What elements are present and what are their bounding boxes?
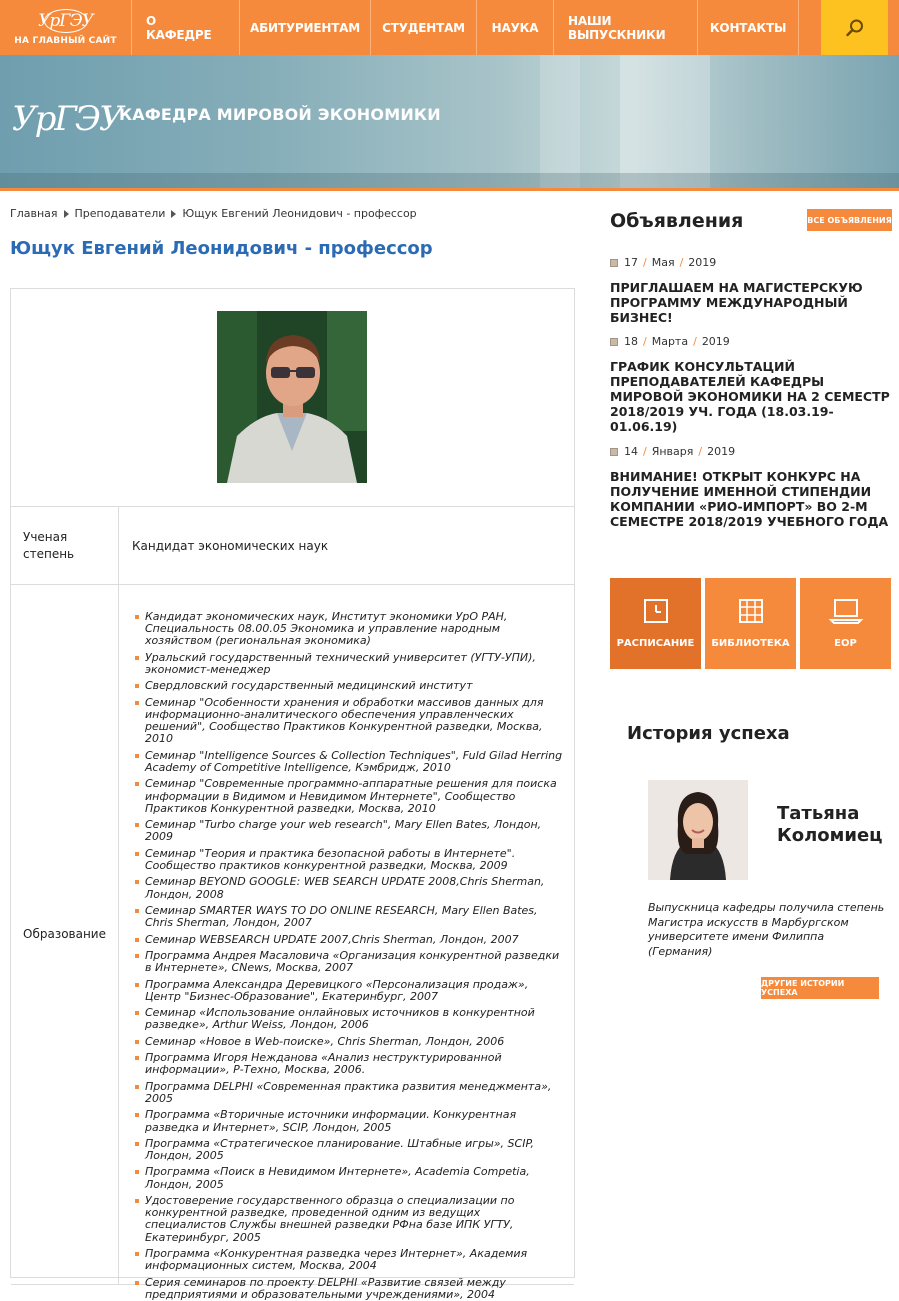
date-separator: / xyxy=(643,445,647,458)
date-day: 18 xyxy=(624,335,638,348)
date-year: 2019 xyxy=(688,256,717,269)
date-day: 17 xyxy=(624,256,638,269)
date-year: 2019 xyxy=(707,445,736,458)
date-year: 2019 xyxy=(701,335,730,348)
banner-decoration xyxy=(620,55,710,191)
announcement-item xyxy=(610,256,890,325)
education-row xyxy=(11,585,574,1301)
education-item: Программа «Вторичные источники информации. Конкурентная разведка и Интернет», SCIP, Лондон, 2005 xyxy=(133,1109,564,1133)
breadcrumb-home[interactable]: Главная xyxy=(10,207,58,220)
tile-label: БИБЛИОТЕКА xyxy=(711,638,790,649)
breadcrumb xyxy=(10,207,417,220)
all-announcements-button[interactable]: ВСЕ ОБЪЯВЛЕНИЯ xyxy=(807,209,892,231)
person-description: Выпускница кафедры получила степень Магистра искусств в Марбургском университете имени Филиппа (Германия) xyxy=(648,901,885,958)
calendar-icon xyxy=(643,598,669,624)
education-list xyxy=(133,611,564,1301)
announcement-item xyxy=(610,335,890,434)
professor-photo xyxy=(217,311,367,483)
calendar-icon xyxy=(610,338,618,346)
more-success-stories-button[interactable]: ДРУГИЕ ИСТОРИИ УСПЕХА xyxy=(761,977,879,999)
nav-item-about[interactable]: О КАФЕДРЕ xyxy=(132,0,240,55)
education-item: Семинар SMARTER WAYS TO DO ONLINE RESEARCH, Mary Ellen Bates, Chris Sherman, Лондон, 2007 xyxy=(133,905,564,929)
education-item: Семинар «Новое в Web-поиске», Chris Sherman, Лондон, 2006 xyxy=(133,1036,564,1048)
announcement-link[interactable]: ВНИМАНИЕ! ОТКРЫТ КОНКУРС НА ПОЛУЧЕНИЕ ИМЕННОЙ СТИПЕНДИИ КОМПАНИИ «РИО-ИМПОРТ» ВО 2-М СЕМЕСТРЕ 2018/2019 УЧЕБНОГО ГОДА xyxy=(610,469,889,529)
education-item: Семинар "Современные программно-аппаратные решения для поиска информации в Видимом и Невидимом Интернете", Сообщество Практиков Конкурентной разведки, Москва, 2010 xyxy=(133,778,564,815)
announcement-link[interactable]: ПРИГЛАШАЕМ НА МАГИСТЕРСКУЮ ПРОГРАММУ МЕЖДУНАРОДНЫЙ БИЗНЕС! xyxy=(610,280,863,325)
announcement-date xyxy=(610,445,890,458)
education-item: Программа DELPHI «Современная практика развития менеджмента», 2005 xyxy=(133,1081,564,1105)
top-navigation xyxy=(0,0,899,55)
degree-label: Ученая степень xyxy=(11,507,119,584)
date-month: Мая xyxy=(651,256,675,269)
education-item: Серия семинаров по проекту DELPHI «Развитие связей между предприятиями и образовательными учреждениями», 2004 xyxy=(133,1277,564,1301)
breadcrumb-current: Ющук Евгений Леонидович - профессор xyxy=(182,207,417,220)
education-item: Программа «Конкурентная разведка через Интернет», Академия информационных систем, Москва, 2004 xyxy=(133,1248,564,1272)
degree-value: Кандидат экономических наук xyxy=(132,538,329,553)
breadcrumb-arrow-icon xyxy=(171,210,176,218)
person-last-name: Коломиец xyxy=(777,825,883,846)
tile-eor[interactable] xyxy=(800,578,891,669)
announcements-title: Объявления xyxy=(610,210,744,232)
photo-cell xyxy=(11,289,574,507)
nav-item-applicants[interactable]: АБИТУРИЕНТАМ xyxy=(240,0,371,55)
education-item: Семинар «Использование онлайновых источников в конкурентной разведке», Arthur Weiss, Лондон, 2006 xyxy=(133,1007,564,1031)
banner-divider xyxy=(0,188,899,191)
date-month: Марта xyxy=(651,335,689,348)
success-story-title: История успеха xyxy=(627,723,790,744)
breadcrumb-arrow-icon xyxy=(64,210,69,218)
person-first-name: Татьяна xyxy=(777,803,860,824)
education-item: Удостоверение государственного образца о специализации по конкурентной разведке, проведенной одним из ведущих специалистов Службы внешней разведки РФна базе ИПК УГТУ, Екатеринбург, 2005 xyxy=(133,1195,564,1244)
degree-row xyxy=(11,507,574,585)
announcement-date xyxy=(610,256,890,269)
tile-library[interactable] xyxy=(705,578,796,669)
banner-logo[interactable]: УрГЭУ xyxy=(12,99,122,139)
education-value xyxy=(119,585,574,1301)
date-month: Января xyxy=(651,445,694,458)
banner-decoration xyxy=(540,55,580,191)
nav-item-students[interactable]: СТУДЕНТАМ xyxy=(371,0,477,55)
nav-item-science[interactable]: НАУКА xyxy=(477,0,554,55)
avatar xyxy=(648,780,748,880)
announcement-link[interactable]: ГРАФИК КОНСУЛЬТАЦИЙ ПРЕПОДАВАТЕЛЕЙ КАФЕДРЫ МИРОВОЙ ЭКОНОМИКИ НА 2 СЕМЕСТР 2018/2019 УЧ. ГОДА (18.03.19-01.06.19) xyxy=(610,359,890,434)
calendar-icon xyxy=(610,448,618,456)
education-item: Семинар WEBSEARCH UPDATE 2007,Chris Sherman, Лондон, 2007 xyxy=(133,934,564,946)
date-separator: / xyxy=(643,256,647,269)
profile-table xyxy=(10,288,575,1301)
quick-links xyxy=(610,578,891,669)
date-separator: / xyxy=(698,445,703,458)
education-item: Семинар "Intelligence Sources & Collection Techniques", Fuld Gilad Herring Academy of Competitive Intelligence, Кэмбридж, 2010 xyxy=(133,750,564,774)
nav-item-alumni[interactable]: НАШИ ВЫПУСКНИКИ xyxy=(554,0,698,55)
announcement-date xyxy=(610,335,890,348)
breadcrumb-teachers[interactable]: Преподаватели xyxy=(74,207,166,220)
education-item: Уральский государственный технический университет (УГТУ-УПИ), экономист-менеджер xyxy=(133,652,564,676)
education-item: Программа Игоря Нежданова «Анализ неструктурированной информации», Р-Техно, Москва, 2006. xyxy=(133,1052,564,1076)
home-site-link[interactable] xyxy=(0,0,132,55)
tile-label: РАСПИСАНИЕ xyxy=(616,638,695,649)
education-item: Программа «Поиск в Невидимом Интернете», Academia Competia, Лондон, 2005 xyxy=(133,1166,564,1190)
announcement-item xyxy=(610,445,890,529)
department-title: КАФЕДРА МИРОВОЙ ЭКОНОМИКИ xyxy=(119,105,441,124)
urgeu-logo: УрГЭУ xyxy=(38,11,93,31)
date-separator: / xyxy=(679,256,684,269)
education-item: Кандидат экономических наук, Институт экономики УрО РАН, Специальность 08.00.05 Экономика и управление народным хозяйством (региональная экономика) xyxy=(133,611,564,648)
education-item: Семинар BEYOND GOOGLE: WEB SEARCH UPDATE 2008,Chris Sherman, Лондон, 2008 xyxy=(133,876,564,900)
laptop-icon xyxy=(830,598,862,624)
education-item: Программа Александра Деревицкого «Персонализация продаж», Центр "Бизнес-Образование", Екатеринбург, 2007 xyxy=(133,979,564,1003)
home-site-label: НА ГЛАВНЫЙ САЙТ xyxy=(14,36,117,46)
date-day: 14 xyxy=(624,445,638,458)
education-item: Семинар "Теория и практика безопасной работы в Интернете". Сообщество практиков конкурентной разведки, Москва, 2009 xyxy=(133,848,564,872)
nav-item-contacts[interactable]: КОНТАКТЫ xyxy=(698,0,799,55)
education-label: Образование xyxy=(11,585,119,1284)
education-item: Программа Андрея Масаловича «Организация конкурентной разведки в Интернете», CNews, Москва, 2007 xyxy=(133,950,564,974)
education-item: Семинар "Особенности хранения и обработки массивов данных для информационно-аналитического обеспечения управленческих решений", Сообщество Практиков Конкурентной разведки, Москва, 2010 xyxy=(133,697,564,746)
tile-label: ЕОР xyxy=(834,638,857,649)
person-name xyxy=(777,803,883,847)
page-title: Ющук Евгений Леонидович - профессор xyxy=(10,238,433,259)
education-item: Семинар "Turbo charge your web research", Mary Ellen Bates, Лондон, 2009 xyxy=(133,819,564,843)
grid-icon xyxy=(738,598,764,624)
date-separator: / xyxy=(693,335,697,348)
search-button[interactable] xyxy=(821,0,888,55)
department-banner xyxy=(0,55,899,191)
date-separator: / xyxy=(643,335,647,348)
calendar-icon xyxy=(610,259,618,267)
education-item: Программа «Стратегическое планирование. Штабные игры», SCIP, Лондон, 2005 xyxy=(133,1138,564,1162)
tile-schedule[interactable] xyxy=(610,578,701,669)
education-item: Свердловский государственный медицинский институт xyxy=(133,680,564,692)
search-icon xyxy=(845,18,865,38)
